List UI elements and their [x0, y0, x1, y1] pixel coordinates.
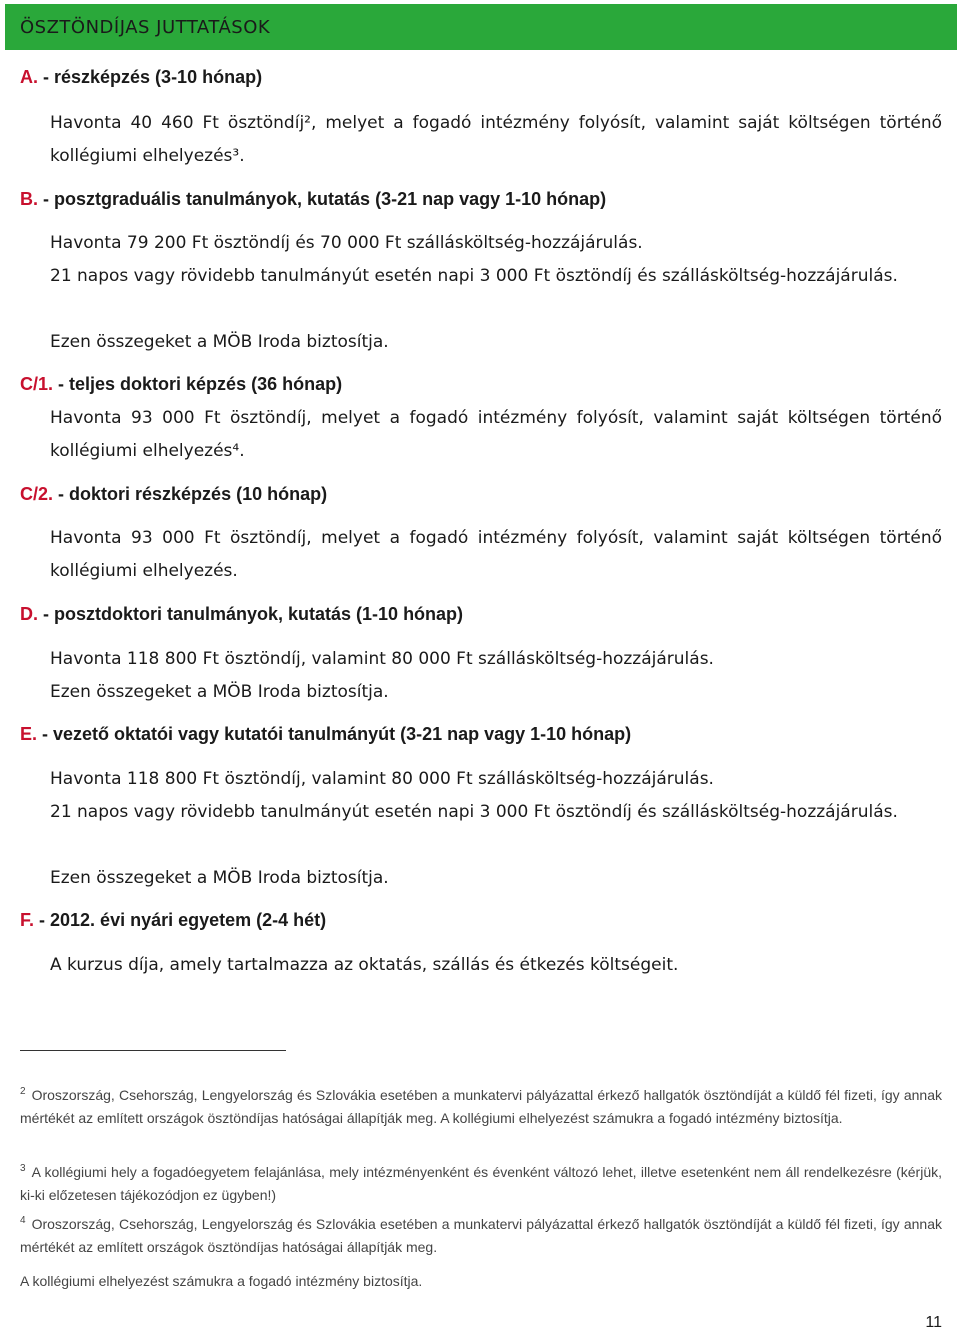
- section-title: - 2012. évi nyári egyetem (2-4 hét): [34, 910, 327, 930]
- footnote-mark: 4: [20, 1215, 26, 1227]
- section-b-line-2: 21 napos vagy rövidebb tanulmányút esetén napi 3 000 Ft ösztöndíj és szállásköltség-hozzájárulás.: [50, 266, 898, 286]
- section-heading-c2: [20, 484, 327, 505]
- footnote-4: [20, 1213, 942, 1259]
- section-title: - posztdoktori tanulmányok, kutatás (1-10 hónap): [38, 604, 464, 624]
- section-title: - részképzés (3-10 hónap): [38, 67, 263, 87]
- section-heading-b: [20, 189, 606, 210]
- footnote-2: [20, 1084, 942, 1130]
- section-e-line-1: Havonta 118 800 Ft ösztöndíj, valamint 80 000 Ft szállásköltség-hozzájárulás.: [50, 769, 714, 789]
- footnote-separator: [20, 1050, 286, 1051]
- section-code: A.: [20, 67, 38, 87]
- footnote-text: Oroszország, Csehország, Lengyelország és Szlovákia esetében a munkatervi pályázattal érkező hallgatók ösztöndíját a küldő fél fizeti, így annak mértékét az említett országok ösztöndíjas hatóságai állapítják meg. A kollégiumi elhelyezést számukra a fogadó intézmény biztosítja.: [20, 1087, 942, 1126]
- section-heading-a: [20, 67, 262, 88]
- section-heading-e: [20, 724, 631, 745]
- section-c1-text: Havonta 93 000 Ft ösztöndíj, melyet a fogadó intézmény folyósít, valamint saját költségen történő kollégiumi elhelyezés⁴.: [50, 408, 942, 461]
- section-code: C/2.: [20, 484, 54, 504]
- section-a-text: Havonta 40 460 Ft ösztöndíj², melyet a fogadó intézmény folyósít, valamint saját költségen történő kollégiumi elhelyezés³.: [50, 113, 942, 166]
- section-code: B.: [20, 189, 38, 209]
- section-heading-f: [20, 910, 326, 931]
- section-code: D.: [20, 604, 38, 624]
- section-code: C/1.: [20, 374, 54, 394]
- section-e-line-3: Ezen összegeket a MÖB Iroda biztosítja.: [50, 868, 389, 888]
- section-d-line-1: Havonta 118 800 Ft ösztöndíj, valamint 80 000 Ft szállásköltség-hozzájárulás.: [50, 649, 714, 669]
- section-e-line-2: 21 napos vagy rövidebb tanulmányút esetén napi 3 000 Ft ösztöndíj és szállásköltség-hozzájárulás.: [50, 802, 898, 822]
- section-banner: [5, 4, 957, 50]
- footnote-text: Oroszország, Csehország, Lengyelország és Szlovákia esetében a munkatervi pályázattal érkező hallgatók ösztöndíját a küldő fél fizeti, így annak mértékét az említett országok ösztöndíjas hatóságai állapítják meg.: [20, 1216, 942, 1255]
- section-f-text: A kurzus díja, amely tartalmazza az oktatás, szállás és étkezés költségeit.: [50, 955, 679, 975]
- section-b-line-1: Havonta 79 200 Ft ösztöndíj és 70 000 Ft szállásköltség-hozzájárulás.: [50, 233, 643, 253]
- section-code: F.: [20, 910, 35, 930]
- section-d-line-2: Ezen összegeket a MÖB Iroda biztosítja.: [50, 682, 389, 702]
- section-title: - vezető oktatói vagy kutatói tanulmányút (3-21 nap vagy 1-10 hónap): [37, 724, 632, 744]
- section-title: - posztgraduális tanulmányok, kutatás (3-21 nap vagy 1-10 hónap): [38, 189, 607, 209]
- section-code: E.: [20, 724, 38, 744]
- section-heading-c1: [20, 374, 342, 395]
- footnote-mark: 3: [20, 1163, 26, 1175]
- section-title: - teljes doktori képzés (36 hónap): [53, 374, 343, 394]
- section-c2-text: Havonta 93 000 Ft ösztöndíj, melyet a fogadó intézmény folyósít, valamint saját költségen történő kollégiumi elhelyezés.: [50, 528, 942, 581]
- footnote-mark: 2: [20, 1086, 26, 1098]
- footnote-3: [20, 1161, 942, 1207]
- section-heading-d: [20, 604, 463, 625]
- section-title: - doktori részképzés (10 hónap): [53, 484, 328, 504]
- footnote-text: A kollégiumi hely a fogadóegyetem felajánlása, mely intézményenként és évenként változó lehet, illetve esetenként nem áll rendelkezésre (kérjük, ki-ki előzetesen tájékozódjon ez ügyben!): [20, 1164, 942, 1203]
- footnote-extra: A kollégiumi elhelyezést számukra a fogadó intézmény biztosítja.: [20, 1273, 423, 1289]
- page-number: 11: [925, 1314, 942, 1331]
- banner-title: ÖSZTÖNDÍJAS JUTTATÁSOK: [20, 17, 271, 38]
- section-b-line-3: Ezen összegeket a MÖB Iroda biztosítja.: [50, 332, 389, 352]
